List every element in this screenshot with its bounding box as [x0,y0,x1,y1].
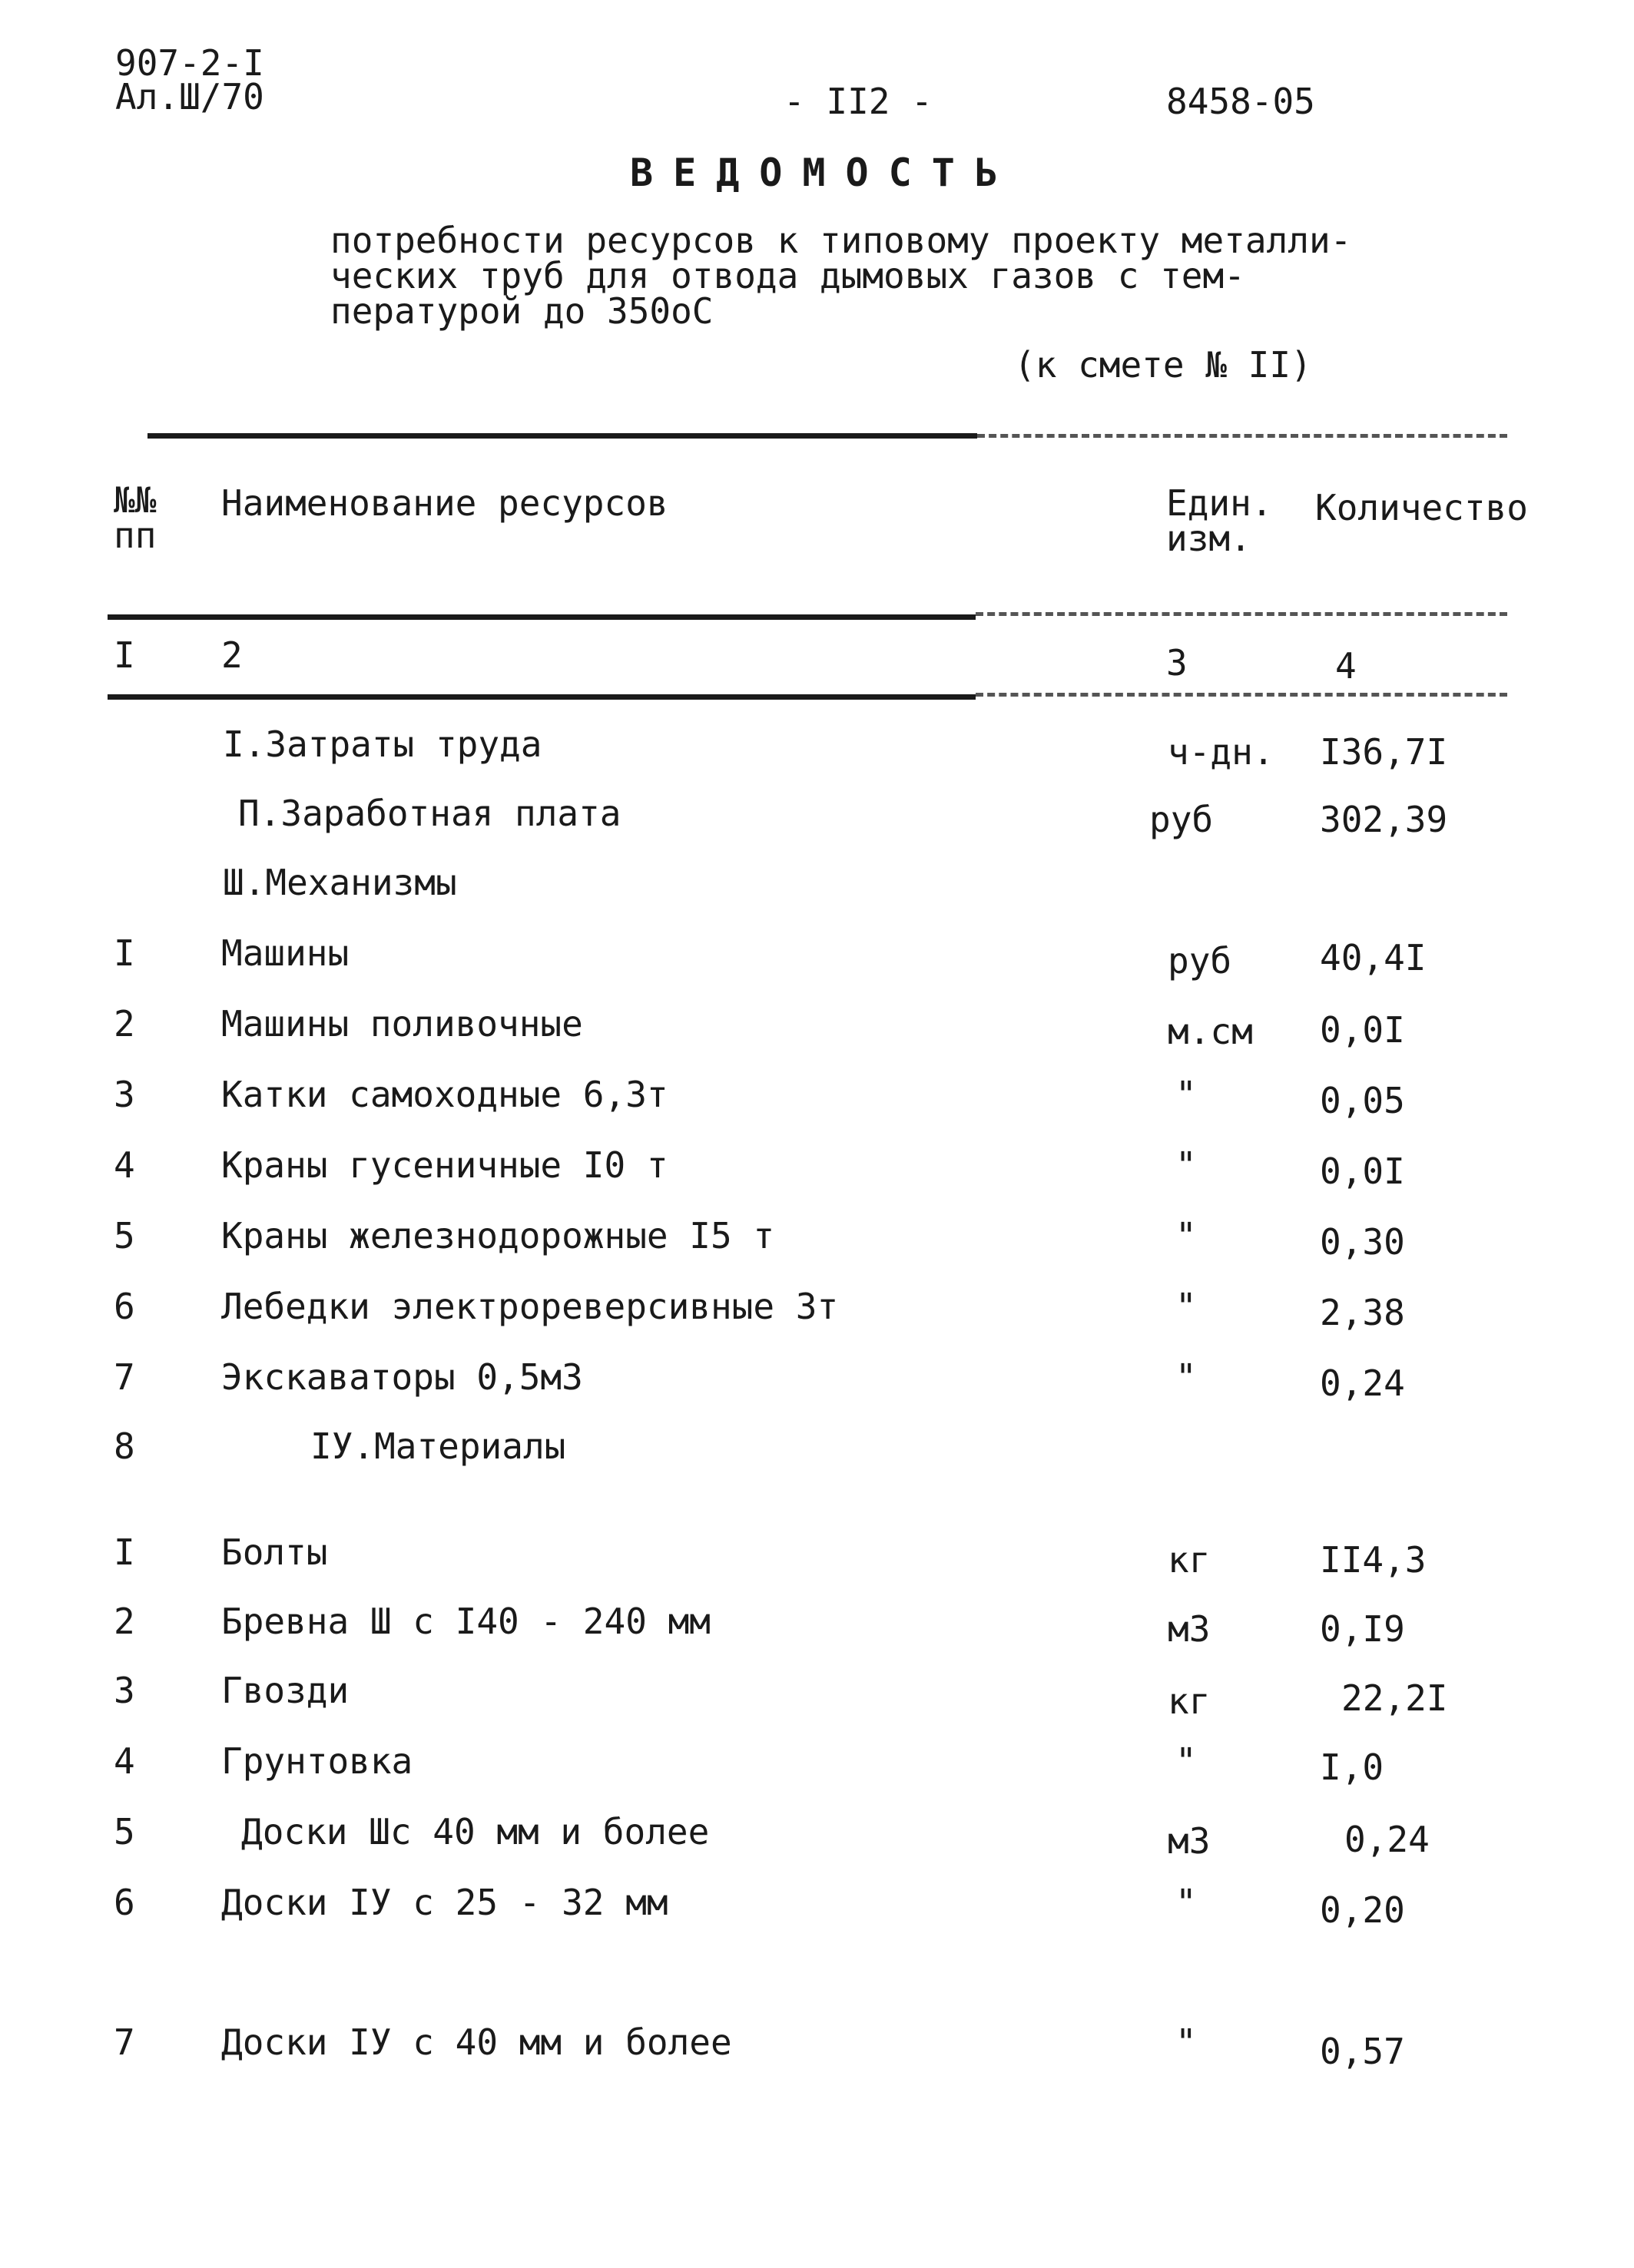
row-name: Гвозди [221,1670,350,1711]
header-number-line-1: №№ [114,479,157,521]
table-row [0,1882,1634,1931]
row-number: I [114,932,135,974]
table-row [0,862,1634,908]
row-name: I.Затраты труда [223,723,542,765]
document-code: 907-2-I [115,42,264,84]
table-row [0,1531,1634,1581]
table-row [0,1425,1634,1472]
row-name: Доски IУ с 25 - 32 мм [221,1882,668,1923]
row-number: 5 [114,1811,135,1852]
row-number: 3 [114,1074,135,1115]
row-quantity: II4,3 [1320,1539,1427,1581]
column-number-3: 3 [1166,642,1188,684]
row-name: Катки самоходные 6,3т [221,1074,668,1115]
row-quantity: 0,20 [1320,1889,1405,1931]
subtitle-line-1: потребности ресурсов к типовому проекту металли- [330,220,1352,261]
row-number: 4 [114,1740,135,1782]
row-unit: " [1175,1074,1197,1115]
row-number: 7 [114,1356,135,1398]
row-number: 5 [114,1215,135,1257]
row-quantity: 22,2I [1341,1677,1448,1719]
row-name: Ш.Механизмы [223,862,457,903]
header-unit-line-1: Един. [1166,482,1273,524]
row-unit: м3 [1168,1820,1211,1862]
row-number: 4 [114,1144,135,1186]
table-row [0,723,1634,773]
table-row [0,1286,1634,1332]
row-number: I [114,1531,135,1573]
row-unit: ч-дн. [1168,731,1274,773]
row-quantity: I36,7I [1320,731,1448,773]
row-number: 7 [114,2021,135,2063]
document-number: 8458-05 [1166,81,1315,122]
row-quantity: 0,30 [1320,1221,1405,1263]
row-unit: " [1175,1144,1197,1186]
header-unit [1166,482,1273,559]
table-row [0,1601,1634,1650]
row-name: Грунтовка [221,1740,413,1782]
row-quantity: 0,57 [1320,2031,1405,2072]
subtitle-line-2: ческих труб для отвода дымовых газов с тем- [330,255,1245,296]
row-quantity: 2,38 [1320,1292,1405,1333]
header-quantity: Количество [1315,487,1528,528]
table-top-rule-dashed [977,434,1507,438]
table-top-rule [147,433,977,439]
table-row [0,2021,1634,2072]
header-number-line-2: пп [114,515,157,556]
table-row [0,793,1634,839]
row-unit: " [1175,1356,1197,1398]
row-number: 6 [114,1882,135,1923]
row-name: Краны гусеничные I0 т [221,1144,668,1186]
row-name: Доски IУ с 40 мм и более [221,2021,732,2063]
table-row [0,1670,1634,1722]
subtitle-line-3: пературой до 350оС [330,290,714,332]
column-number-4: 4 [1335,645,1357,687]
row-quantity: 0,I9 [1320,1608,1405,1650]
row-name: Лебедки электрореверсивные 3т [221,1286,839,1327]
header-unit-line-2: изм. [1166,518,1251,559]
column-number-2: 2 [221,634,243,676]
row-quantity: 0,0I [1320,1151,1405,1192]
page-title: ВЕДОМОСТЬ [630,151,1018,195]
row-name: Краны железнодорожные I5 т [221,1215,775,1257]
row-unit: руб [1168,940,1232,982]
row-number: 2 [114,1003,135,1045]
album-code: Ал.Ш/70 [115,76,264,118]
table-row [0,1811,1634,1862]
row-quantity: 0,0I [1320,1009,1405,1051]
row-quantity: 40,4I [1320,937,1427,978]
row-unit: " [1175,2021,1197,2063]
row-name: IУ.Материалы [310,1425,566,1467]
table-row [0,1740,1634,1786]
row-quantity: 302,39 [1320,799,1448,840]
row-name: П.Заработная плата [238,793,621,834]
header-bottom-rule [108,614,976,620]
column-numbers-rule [108,694,976,700]
row-name: Бревна Ш с I40 - 240 мм [221,1601,711,1642]
row-unit: м.см [1168,1011,1253,1052]
row-unit: кг [1168,1680,1211,1722]
header-bottom-rule-dashed [976,612,1507,616]
row-quantity: 0,24 [1320,1362,1405,1404]
row-unit: м3 [1168,1608,1211,1650]
table-row [0,1074,1634,1120]
column-number-1: I [114,634,135,676]
column-numbers-rule-dashed [976,693,1507,697]
row-name: Экскаваторы 0,5м3 [221,1356,583,1398]
table-row [0,1144,1634,1190]
row-quantity: I,0 [1320,1747,1384,1788]
page-number: - II2 - [784,81,933,122]
row-unit: " [1175,1882,1197,1923]
row-name: Болты [221,1531,328,1573]
header-number [114,479,157,556]
row-quantity: 0,05 [1320,1080,1405,1121]
row-number: 3 [114,1670,135,1711]
table-row [0,1215,1634,1261]
row-number: 2 [114,1601,135,1642]
table-row [0,932,1634,982]
row-unit: кг [1168,1539,1211,1581]
row-number: 8 [114,1425,135,1467]
estimate-reference: (к смете № II) [1014,344,1312,386]
table-row [0,1356,1634,1402]
row-unit: " [1175,1286,1197,1327]
row-unit: руб [1149,799,1214,840]
row-name: Доски Шс 40 мм и более [241,1811,710,1852]
header-name: Наименование ресурсов [221,482,668,524]
row-name: Машины поливочные [221,1003,583,1045]
row-name: Машины [221,932,350,974]
row-quantity: 0,24 [1344,1819,1430,1860]
table-row [0,1003,1634,1052]
row-unit: " [1175,1215,1197,1257]
row-unit: " [1175,1740,1197,1782]
row-number: 6 [114,1286,135,1327]
